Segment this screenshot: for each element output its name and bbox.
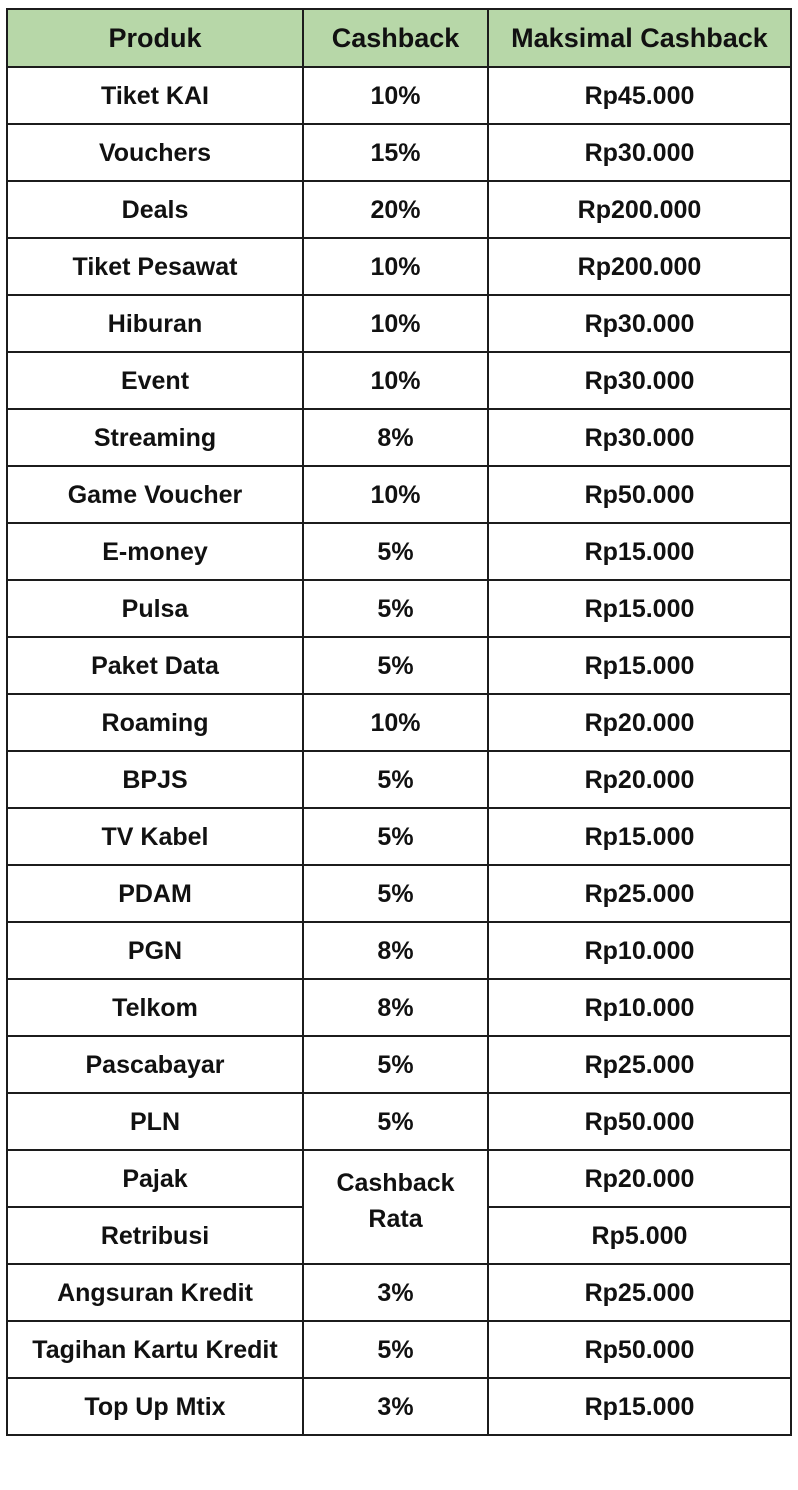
cashback-table — [6, 8, 792, 1436]
cell-produk: Tagihan Kartu Kredit — [7, 1321, 303, 1378]
cell-produk: Vouchers — [7, 124, 303, 181]
table-row — [7, 523, 791, 580]
cell-produk: Tiket KAI — [7, 67, 303, 124]
cell-cashback: 10% — [303, 238, 488, 295]
cell-cashback: 10% — [303, 295, 488, 352]
cell-maks: Rp50.000 — [488, 1321, 791, 1378]
cell-produk: Pulsa — [7, 580, 303, 637]
cell-maks: Rp30.000 — [488, 124, 791, 181]
table-row — [7, 1036, 791, 1093]
table-row — [7, 238, 791, 295]
cell-produk: PLN — [7, 1093, 303, 1150]
cell-produk: Telkom — [7, 979, 303, 1036]
cell-maks: Rp30.000 — [488, 295, 791, 352]
table-row-merged — [7, 1150, 791, 1207]
cell-produk: Pascabayar — [7, 1036, 303, 1093]
cell-cashback-merged — [303, 1150, 488, 1264]
cell-maks: Rp200.000 — [488, 238, 791, 295]
table-row — [7, 409, 791, 466]
cell-maks: Rp30.000 — [488, 352, 791, 409]
cell-maks: Rp30.000 — [488, 409, 791, 466]
cell-produk: Roaming — [7, 694, 303, 751]
cell-cashback: 20% — [303, 181, 488, 238]
cell-cashback: 3% — [303, 1264, 488, 1321]
cell-cashback: 8% — [303, 979, 488, 1036]
table-row — [7, 979, 791, 1036]
cell-produk: Streaming — [7, 409, 303, 466]
table-row — [7, 352, 791, 409]
cell-produk: Pajak — [7, 1150, 303, 1207]
cell-cashback: 5% — [303, 865, 488, 922]
cell-produk: PGN — [7, 922, 303, 979]
cell-cashback: 5% — [303, 751, 488, 808]
table-row — [7, 808, 791, 865]
table-row — [7, 1093, 791, 1150]
cell-cashback: 10% — [303, 67, 488, 124]
cell-cashback: 8% — [303, 922, 488, 979]
cell-produk: Angsuran Kredit — [7, 1264, 303, 1321]
table-row — [7, 181, 791, 238]
table-header-row — [7, 9, 791, 67]
cell-produk: Game Voucher — [7, 466, 303, 523]
cell-maks: Rp15.000 — [488, 523, 791, 580]
cashback-table-container — [6, 8, 792, 1436]
cell-cashback: 8% — [303, 409, 488, 466]
cell-cashback: 15% — [303, 124, 488, 181]
cell-cashback: 5% — [303, 1321, 488, 1378]
cell-produk: Top Up Mtix — [7, 1378, 303, 1435]
table-body — [7, 67, 791, 1435]
cell-maks: Rp5.000 — [488, 1207, 791, 1264]
cell-produk: BPJS — [7, 751, 303, 808]
cell-maks: Rp15.000 — [488, 808, 791, 865]
cell-produk: TV Kabel — [7, 808, 303, 865]
cell-produk: Tiket Pesawat — [7, 238, 303, 295]
table-row — [7, 1264, 791, 1321]
cell-maks: Rp25.000 — [488, 1036, 791, 1093]
cell-cashback: 10% — [303, 466, 488, 523]
table-row — [7, 694, 791, 751]
cell-cashback: 5% — [303, 808, 488, 865]
table-row — [7, 580, 791, 637]
cell-maks: Rp25.000 — [488, 1264, 791, 1321]
cell-produk: Paket Data — [7, 637, 303, 694]
cell-maks: Rp10.000 — [488, 922, 791, 979]
cell-maks: Rp10.000 — [488, 979, 791, 1036]
cell-maks: Rp15.000 — [488, 637, 791, 694]
cell-maks: Rp15.000 — [488, 1378, 791, 1435]
table-row — [7, 1321, 791, 1378]
table-row — [7, 865, 791, 922]
table-row — [7, 637, 791, 694]
cell-cashback: 5% — [303, 637, 488, 694]
cell-maks: Rp50.000 — [488, 466, 791, 523]
table-row — [7, 124, 791, 181]
cell-maks: Rp200.000 — [488, 181, 791, 238]
cell-produk: Hiburan — [7, 295, 303, 352]
cell-cashback: 3% — [303, 1378, 488, 1435]
table-row — [7, 295, 791, 352]
cell-produk: Retribusi — [7, 1207, 303, 1264]
table-row — [7, 67, 791, 124]
cell-cashback: 5% — [303, 1093, 488, 1150]
cell-maks: Rp20.000 — [488, 1150, 791, 1207]
table-row — [7, 751, 791, 808]
cell-cashback: 5% — [303, 1036, 488, 1093]
cell-produk: PDAM — [7, 865, 303, 922]
table-row — [7, 466, 791, 523]
cell-maks: Rp45.000 — [488, 67, 791, 124]
cell-cashback: 10% — [303, 352, 488, 409]
cashback-merged-line1: Cashback — [336, 1169, 455, 1197]
cell-cashback: 5% — [303, 580, 488, 637]
cell-cashback: 10% — [303, 694, 488, 751]
header-produk: Produk — [7, 9, 303, 67]
table-row — [7, 1378, 791, 1435]
header-maksimal-cashback: Maksimal Cashback — [488, 9, 791, 67]
cashback-merged-text — [304, 1165, 487, 1237]
cell-cashback: 5% — [303, 523, 488, 580]
table-row — [7, 922, 791, 979]
cell-produk: Event — [7, 352, 303, 409]
cashback-merged-line2: Rata — [368, 1205, 423, 1233]
cell-maks: Rp15.000 — [488, 580, 791, 637]
cell-maks: Rp50.000 — [488, 1093, 791, 1150]
header-cashback: Cashback — [303, 9, 488, 67]
cell-produk: E-money — [7, 523, 303, 580]
cell-maks: Rp20.000 — [488, 751, 791, 808]
cell-produk: Deals — [7, 181, 303, 238]
cell-maks: Rp20.000 — [488, 694, 791, 751]
cell-maks: Rp25.000 — [488, 865, 791, 922]
